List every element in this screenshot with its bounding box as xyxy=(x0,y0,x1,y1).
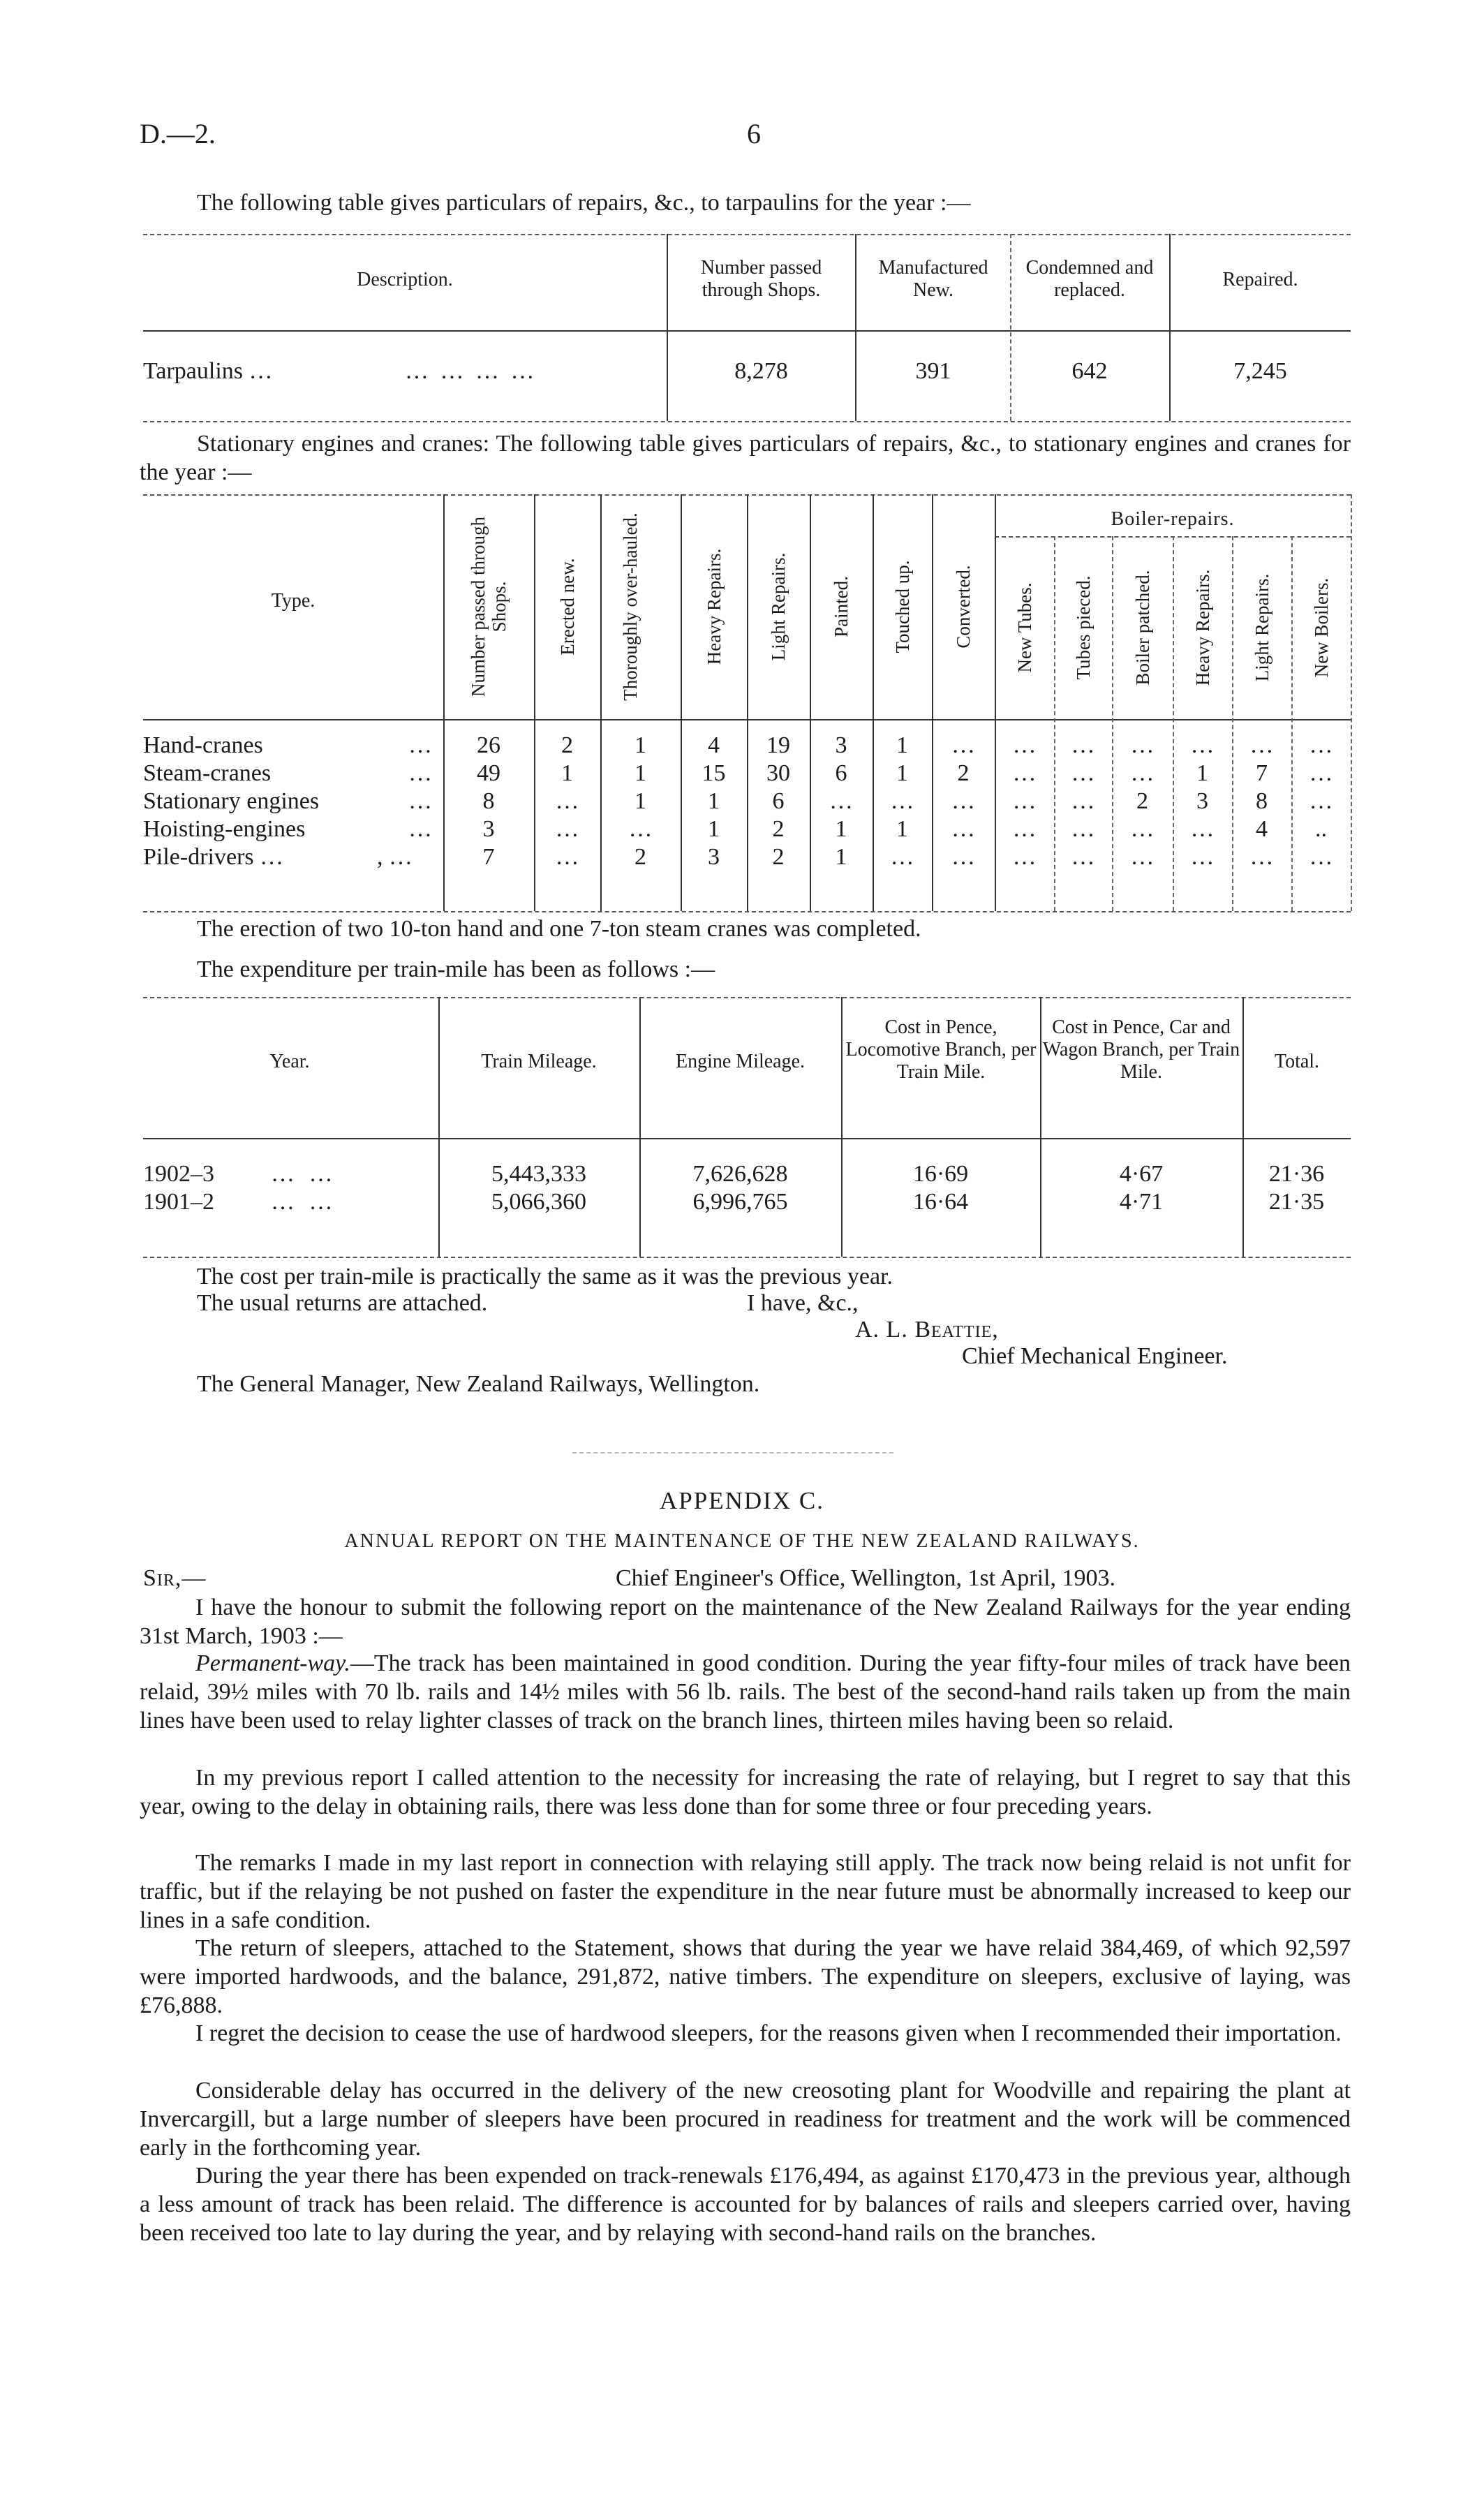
engines-header-7: Touched up. xyxy=(891,560,913,653)
engines-header-11: Boiler patched. xyxy=(1131,570,1153,686)
engines-cell: … xyxy=(555,844,579,870)
engines-cell: 3 xyxy=(835,732,847,758)
engines-cell: 6 xyxy=(772,788,785,814)
exp-header-total: Total. xyxy=(1274,1051,1320,1072)
paragraph-previous-report: In my previous report I called attention to the necessity for increasing the rate of relaying, but I regret to say that this year, owing to the delay in obtaining rails, there was less done than for some three or four preceding years. xyxy=(140,1765,1351,1819)
engines-cell: … xyxy=(1012,816,1037,842)
engines-cell: 1 xyxy=(896,732,908,758)
engines-cell: 4 xyxy=(708,732,720,758)
expenditure-cell: 7,626,628 xyxy=(692,1161,788,1187)
engines-cell: 6 xyxy=(835,760,847,786)
engines-cell: 19 xyxy=(766,732,790,758)
tarp-value-repaired: 7,245 xyxy=(1233,358,1287,384)
engines-cell: … xyxy=(1249,732,1274,758)
expenditure-cell: 5,066,360 xyxy=(491,1189,586,1215)
engines-header-13: Light Repairs. xyxy=(1251,573,1272,682)
exp-header-wagon-cost: Cost in Pence, Car and Wagon Branch, per Train Mile. xyxy=(1042,1016,1240,1083)
engines-cell: 4 xyxy=(1256,816,1268,842)
erection-note: The erection of two 10-ton hand and one 7-ton steam cranes was completed. xyxy=(197,916,921,942)
closing-cost-note: The cost per train-mile is practically the same as it was the previous year. xyxy=(197,1264,893,1289)
expenditure-cell: 4·67 xyxy=(1119,1161,1164,1187)
document-reference: D.—2. xyxy=(140,118,216,149)
engines-cell: 2 xyxy=(772,844,785,870)
exp-header-locomotive-cost: Cost in Pence, Locomotive Branch, per Train Mile. xyxy=(845,1016,1037,1083)
engines-cell: 1 xyxy=(708,788,720,814)
tarpaulins-intro: The following table gives particulars of repairs, &c., to tarpaulins for the year :— xyxy=(197,190,971,216)
paragraph-sleepers-return: The return of sleepers, attached to the Statement, shows that during the year we have relaid 384,469, of which 92,597 were imported hardwoods, and the balance, 291,872, native timbers. The expenditure on sleepers, exclusive of laying, was £76,888. xyxy=(140,1935,1351,2018)
engines-cell: 3 xyxy=(1196,788,1208,814)
paragraph-relaying: The remarks I made in my last report in connection with relaying still apply. The track now being relaid is not unfit for traffic, but if the relaying be not pushed on faster the expenditure in the near future must be abnormally increased to keep our lines in a safe condition. xyxy=(140,1850,1351,1933)
tarp-row-dots: … … … … xyxy=(405,358,537,384)
engines-cell: … xyxy=(1309,732,1333,758)
engines-cell: 3 xyxy=(708,844,720,870)
engines-cell: 8 xyxy=(482,788,495,814)
engines-cell: … xyxy=(1130,760,1155,786)
engines-cell: 26 xyxy=(477,732,500,758)
closing-i-have: I have, &c., xyxy=(747,1290,859,1316)
engines-row-label: Pile-drivers … xyxy=(143,844,284,870)
engines-header-10: Tubes pieced. xyxy=(1072,575,1094,680)
page-number: 6 xyxy=(747,118,761,149)
appendix-title: APPENDIX C. xyxy=(660,1487,824,1514)
paragraph-permanent-way xyxy=(140,1649,1351,1735)
tarp-header-manufactured: Manufactured New. xyxy=(878,257,988,301)
permanent-way-label: Permanent-way. xyxy=(195,1650,350,1676)
engines-cell: … xyxy=(555,788,579,814)
engines-header-4: Heavy Repairs. xyxy=(703,548,725,665)
engines-cell: .. xyxy=(1315,816,1327,842)
engines-header-9: New Tubes. xyxy=(1014,582,1035,673)
expenditure-intro: The expenditure per train-mile has been as follows :— xyxy=(197,956,715,982)
signatory-name: A. L. Beattie, xyxy=(855,1317,999,1343)
engines-row-dots: … xyxy=(408,816,432,842)
engines-cell: … xyxy=(1071,732,1095,758)
engines-cell: 1 xyxy=(635,760,646,786)
closing-returns-note: The usual returns are attached. xyxy=(197,1290,488,1316)
engines-cell: … xyxy=(1012,844,1037,870)
engines-cell: 1 xyxy=(708,816,720,842)
engines-cell: 3 xyxy=(482,816,495,842)
engines-cell: … xyxy=(1071,760,1095,786)
engines-cell: … xyxy=(1130,732,1155,758)
engines-row-label: Hand-cranes xyxy=(143,732,263,758)
engines-cell: 1 xyxy=(635,732,646,758)
engines-cell: 49 xyxy=(477,760,500,786)
engines-cell: 1 xyxy=(561,760,573,786)
tarp-value-passed: 8,278 xyxy=(734,358,788,384)
engines-cell: 1 xyxy=(635,788,646,814)
engines-cell: 2 xyxy=(957,760,970,786)
engines-cell: … xyxy=(1190,732,1215,758)
engines-cell: … xyxy=(890,844,914,870)
engines-header-1: Number passed through Shops. xyxy=(468,517,510,697)
engines-cell: … xyxy=(1190,816,1215,842)
tarp-header-passed: Number passed through Shops. xyxy=(700,257,822,301)
paragraph-submission: I have the honour to submit the following report on the maintenance of the New Zealand Railways for the year ending 31st March, 1903 :— xyxy=(140,1595,1351,1649)
engines-row-label: Hoisting-engines xyxy=(143,816,306,842)
engines-cell: 7 xyxy=(1256,760,1268,786)
engines-row-label: Stationary engines xyxy=(143,788,320,814)
engines-cell: 2 xyxy=(561,732,573,758)
engines-row-dots: , … xyxy=(377,844,413,870)
engines-cell: … xyxy=(951,732,975,758)
permanent-way-text: —The track has been maintained in good condition. During the year fifty-four miles of track have been relaid, 39½ miles with 70 lb. rails and 14½ miles with 56 lb. rails. The best of the second-hand rails taken up from the main lines have been used to relay lighter classes of track on the branch lines, thirteen miles having been so relaid. xyxy=(140,1650,1351,1733)
engines-header-6: Painted. xyxy=(831,576,852,637)
tarp-value-condemned: 642 xyxy=(1071,358,1108,384)
expenditure-cell: 5,443,333 xyxy=(491,1161,586,1187)
engines-cell: … xyxy=(1130,816,1155,842)
engines-cell: … xyxy=(951,788,975,814)
engines-cell: 1 xyxy=(896,816,908,842)
exp-header-year: Year. xyxy=(269,1051,310,1072)
engines-cell: … xyxy=(1012,732,1037,758)
paragraph-hardwood: I regret the decision to cease the use of hardwood sleepers, for the reasons given when I recommended their importation. xyxy=(195,2020,1342,2046)
expenditure-cell: 6,996,765 xyxy=(692,1189,788,1215)
engines-header-type: Type. xyxy=(271,590,316,612)
engines-intro: Stationary engines and cranes: The following table gives particulars of repairs, &c., to stationary engines and cranes for the year :— xyxy=(140,431,1351,485)
engines-cell: … xyxy=(1130,844,1155,870)
engines-cell: 2 xyxy=(1136,788,1148,814)
engines-cell: … xyxy=(555,816,579,842)
tarp-header-description: Description. xyxy=(357,269,453,290)
office-date-line: Chief Engineer's Office, Wellington, 1st April, 1903. xyxy=(616,1565,1116,1591)
exp-header-train-mileage: Train Mileage. xyxy=(481,1051,597,1072)
engines-cell: … xyxy=(1012,788,1037,814)
engines-cell: 1 xyxy=(835,844,847,870)
expenditure-cell: 21·35 xyxy=(1268,1189,1325,1215)
engines-row-label: Steam-cranes xyxy=(143,760,272,786)
engines-cell: … xyxy=(1071,816,1095,842)
engines-cell: 30 xyxy=(766,760,790,786)
salutation: Sir,— xyxy=(143,1565,207,1591)
engines-row-dots: … xyxy=(408,788,432,814)
engines-cell: 1 xyxy=(1196,760,1208,786)
engines-cell: 1 xyxy=(896,760,908,786)
engines-row-dots: … xyxy=(408,760,432,786)
expenditure-cell: 16·69 xyxy=(912,1161,969,1187)
expenditure-row-year: 1901–2 xyxy=(143,1189,214,1215)
engines-cell: … xyxy=(1071,788,1095,814)
addressee: The General Manager, New Zealand Railways, Wellington. xyxy=(197,1371,760,1397)
engines-header-2: Erected new. xyxy=(556,558,578,656)
engines-cell: … xyxy=(1309,844,1333,870)
engines-cell: … xyxy=(1309,760,1333,786)
engines-cell: 2 xyxy=(772,816,785,842)
engines-cell: 1 xyxy=(835,816,847,842)
engines-cell: … xyxy=(951,816,975,842)
expenditure-cell: 16·64 xyxy=(912,1189,969,1215)
expenditure-cell: 21·36 xyxy=(1268,1161,1325,1187)
expenditure-row-year: 1902–3 xyxy=(143,1161,214,1187)
expenditure-row-dots: … … xyxy=(271,1161,337,1187)
paragraph-creosoting: Considerable delay has occurred in the delivery of the new creosoting plant for Woodville and repairing the plant at Invercargill, but a large number of sleepers have been procured in readiness for treatment and the work will be commenced early in the forthcoming year. xyxy=(140,2078,1351,2161)
engines-cell: … xyxy=(1190,844,1215,870)
engines-cell: … xyxy=(890,788,914,814)
engines-column-rule xyxy=(1351,494,1352,911)
engines-header-3: Thoroughly over-hauled. xyxy=(619,512,641,701)
engines-header-12: Heavy Repairs. xyxy=(1192,569,1213,686)
tarp-header-repaired: Repaired. xyxy=(1222,269,1298,290)
tarp-row-label: Tarpaulins … xyxy=(143,358,273,384)
expenditure-row-dots: … … xyxy=(271,1189,337,1215)
engines-header-14: New Boilers. xyxy=(1310,577,1332,678)
engines-cell: … xyxy=(951,844,975,870)
engines-header-boiler-repairs: Boiler-repairs. xyxy=(1111,508,1235,530)
engines-cell: … xyxy=(1012,760,1037,786)
engines-cell: … xyxy=(1071,844,1095,870)
appendix-subtitle: ANNUAL REPORT ON THE MAINTENANCE OF THE NEW ZEALAND RAILWAYS. xyxy=(344,1530,1140,1552)
exp-header-engine-mileage: Engine Mileage. xyxy=(675,1051,806,1072)
engines-cell: … xyxy=(1249,844,1274,870)
engines-cell: 8 xyxy=(1256,788,1268,814)
engines-header-8: Converted. xyxy=(953,565,974,649)
engines-cell: … xyxy=(829,788,853,814)
signatory-title: Chief Mechanical Engineer. xyxy=(962,1343,1228,1369)
expenditure-cell: 4·71 xyxy=(1119,1189,1164,1215)
engines-row-dots: … xyxy=(408,732,432,758)
tarp-header-condemned: Condemned and replaced. xyxy=(1025,257,1154,301)
engines-cell: 2 xyxy=(635,844,646,870)
engines-cell: 15 xyxy=(702,760,726,786)
paragraph-track-renewals: During the year there has been expended on track-renewals £176,494, as against £170,473 in the previous year, although a less amount of track has been relaid. The difference is accounted for by balances of rails and sleepers carried over, having been received too late to lay during the year, and by relaying with second-hand rails on the branches. xyxy=(140,2163,1351,2246)
section-divider xyxy=(572,1452,893,1454)
engines-cell: 7 xyxy=(482,844,495,870)
engines-cell: … xyxy=(1309,788,1333,814)
engines-header-5: Light Repairs. xyxy=(768,552,789,661)
tarp-value-manufactured: 391 xyxy=(915,358,951,384)
engines-cell: … xyxy=(628,816,653,842)
